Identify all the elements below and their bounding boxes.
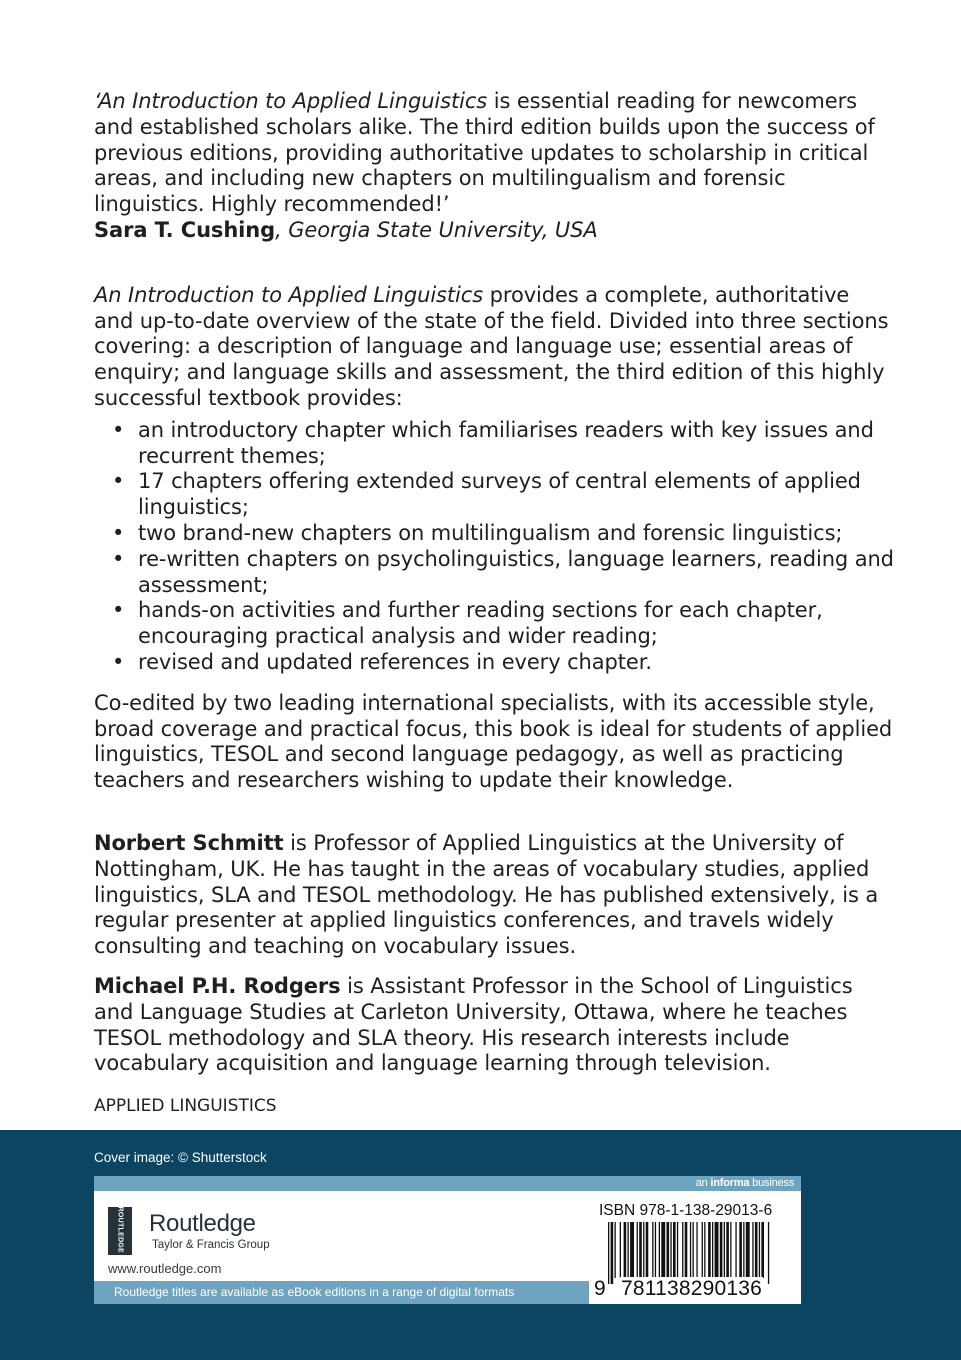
quote-book-title: ‘An Introduction to Applied Linguistics <box>94 89 488 113</box>
isbn-label: ISBN 978-1-138-29013-6 <box>599 1202 773 1219</box>
reviewer-name: Sara T. Cushing <box>94 217 276 242</box>
barcode-bar <box>730 1222 731 1278</box>
barcode-bar <box>655 1222 656 1278</box>
publisher-name: Routledge <box>149 1210 256 1237</box>
barcode-bar <box>708 1222 711 1278</box>
feature-item: • 17 chapters offering extended surveys of central elements of applied linguistics; <box>94 469 894 521</box>
series-label: APPLIED LINGUISTICS <box>94 1096 277 1117</box>
barcode-bar <box>715 1222 719 1278</box>
barcode-bar <box>696 1222 697 1278</box>
barcode-bar <box>661 1222 665 1278</box>
feature-list <box>94 418 894 676</box>
barcode-bar <box>673 1222 676 1278</box>
barcode-bar <box>690 1222 691 1278</box>
author-bio-text: is Assistant Professor in the School of Linguistics and Language Studies at Carleton University, Ottawa, where he teaches TESOL methodology and SLA theory. His research interests include vocabulary acquisition and language learning through television. <box>94 973 853 1076</box>
author-bio-schmitt <box>94 831 894 960</box>
intro-book-title: An Introduction to Applied Linguistics <box>94 282 484 307</box>
barcode-bar <box>624 1222 627 1278</box>
cover-image-credit: Cover image: © Shutterstock <box>94 1150 267 1165</box>
feature-item: • hands-on activities and further reading sections for each chapter, encouraging practical analysis and wider reading; <box>94 598 894 650</box>
ebook-strip <box>94 1281 589 1304</box>
barcode-bar <box>759 1222 760 1278</box>
barcode-bar <box>643 1222 644 1278</box>
barcode-bar <box>637 1222 638 1278</box>
author-name: Michael P.H. Rodgers <box>94 973 341 998</box>
logo-vertical-text: ROUTLEDGE <box>116 1206 124 1254</box>
feature-item: • re-written chapters on psycholinguistics, language learners, reading and assessment; <box>94 547 894 599</box>
quote-body: is essential reading for newcomers and established scholars alike. The third edition builds upon the success of previous editions, providing authoritative updates to scholarship in critical areas, and including new chapters on multilingualism and forensic linguistics. Highly recommended!’ <box>94 89 875 217</box>
barcode-bar <box>702 1222 703 1278</box>
barcode <box>594 1222 774 1284</box>
author-bio-rodgers <box>94 974 894 1077</box>
author-bio-text: is Professor of Applied Linguistics at the University of Nottingham, UK. He has taught in the areas of vocabulary studies, applied linguistics, SLA and TESOL methodology. He has published extensively, is a regular presenter at applied linguistics conferences, and travels widely consulting and teaching on vocabulary issues. <box>94 830 879 959</box>
informa-strip <box>94 1176 801 1191</box>
barcode-bar <box>752 1222 753 1278</box>
barcode-bar <box>615 1222 616 1278</box>
publisher-group: Taylor & Francis Group <box>152 1239 270 1251</box>
barcode-bar <box>611 1222 614 1284</box>
barcode-bar <box>639 1222 642 1278</box>
feature-item: • an introductory chapter which familiarises readers with key issues and recurrent themes; <box>94 418 894 470</box>
barcode-bar <box>630 1222 634 1278</box>
barcode-bar <box>620 1222 621 1278</box>
barcode-first-digit: 9 <box>594 1277 606 1300</box>
author-name: Norbert Schmitt <box>94 830 284 855</box>
barcode-bar <box>720 1222 723 1284</box>
barcode-bar <box>735 1222 736 1278</box>
reviewer-affiliation: , Georgia State University, USA <box>275 217 598 242</box>
barcode-bar <box>746 1222 750 1278</box>
feature-item: • two brand-new chapters on multilingualism and forensic linguistics; <box>94 521 894 547</box>
barcode-bar <box>667 1222 670 1278</box>
barcode-bar <box>761 1222 764 1278</box>
barcode-bar <box>726 1222 729 1278</box>
barcode-bar <box>712 1222 713 1278</box>
barcode-bar <box>608 1222 609 1284</box>
informa-business-label: an informa business <box>695 1177 794 1189</box>
barcode-bar <box>659 1222 660 1278</box>
ebook-note: Routledge titles are available as eBook editions in a range of digital formats <box>114 1285 515 1299</box>
publisher-panel <box>94 1176 801 1304</box>
barcode-bar <box>755 1222 758 1278</box>
barcode-bar <box>646 1222 649 1278</box>
barcode-bar <box>685 1222 688 1278</box>
barcode-bar <box>693 1222 694 1278</box>
review-quote <box>94 89 894 218</box>
barcode-bar <box>724 1222 725 1278</box>
intro-body: provides a complete, authoritative and up-to-date overview of the state of the field. Divided into three sections covering: a description of language and language use; essential areas of enquiry; and language skills and assessment, the third edition of this highly successful textbook provides: <box>94 282 889 410</box>
barcode-bar <box>652 1222 653 1278</box>
publisher-website[interactable]: www.routledge.com <box>108 1261 222 1276</box>
barcode-bar <box>670 1222 671 1278</box>
barcode-bar <box>739 1222 742 1278</box>
informa-brand: informa <box>710 1177 750 1189</box>
barcode-bar <box>677 1222 678 1278</box>
barcode-bar <box>628 1222 629 1278</box>
barcode-bar <box>704 1222 705 1278</box>
description-intro <box>94 283 894 412</box>
barcode-bar <box>768 1222 769 1284</box>
feature-item: • revised and updated references in every chapter. <box>94 650 894 676</box>
description-closing: Co-edited by two leading international specialists, with its accessible style, broad coverage and practical focus, this book is ideal for students of applied linguistics, TESOL and second language pedagogy, as well as practicing teachers and researchers wishing to update their knowledge. <box>94 690 893 793</box>
barcode-bar <box>743 1222 744 1278</box>
routledge-logo-icon <box>108 1207 132 1255</box>
back-cover-text <box>94 89 894 1120</box>
barcode-digits: 781138290136 <box>621 1277 762 1300</box>
barcode-bar <box>682 1222 683 1278</box>
review-attribution <box>94 218 894 244</box>
